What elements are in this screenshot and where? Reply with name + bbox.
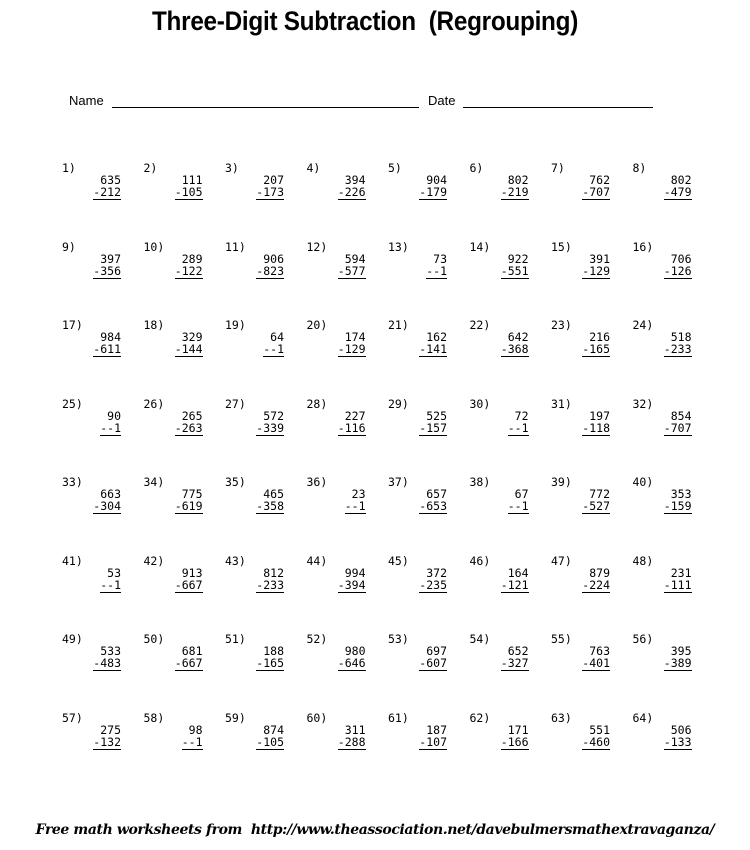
minuend: 227 — [344, 408, 366, 423]
problem-item — [225, 398, 287, 454]
date-label: Date — [428, 93, 456, 108]
problem-item — [307, 633, 369, 689]
problem-item — [551, 319, 613, 375]
problem-item — [633, 476, 695, 532]
subtrahend: --1 — [100, 577, 121, 592]
problem-item — [551, 476, 613, 532]
problem-number: 59) — [225, 710, 246, 725]
problem-item — [470, 555, 532, 611]
problem-number: 8) — [632, 161, 647, 175]
minuend: 72 — [514, 408, 529, 423]
minuend: 594 — [344, 251, 366, 266]
problem-number: 27) — [225, 396, 246, 411]
subtrahend: -358 — [256, 499, 284, 513]
subtrahend: -389 — [663, 656, 692, 670]
problem-number: 64) — [632, 710, 654, 725]
subtrahend: -219 — [500, 185, 529, 199]
minuend: 275 — [100, 722, 121, 737]
problem-item — [144, 162, 206, 218]
problem-number: 58) — [143, 710, 165, 725]
problem-number: 17) — [62, 318, 83, 332]
problem-number: 46) — [469, 553, 491, 568]
problem-item — [633, 555, 695, 611]
problem-number: 50) — [143, 632, 165, 646]
problem-number: 9) — [62, 239, 76, 254]
problem-item — [144, 633, 206, 689]
minuend: 906 — [263, 251, 284, 266]
subtrahend: -166 — [500, 734, 529, 749]
minuend: 762 — [589, 173, 610, 187]
subtrahend: -179 — [419, 185, 447, 199]
subtrahend: -607 — [419, 656, 447, 670]
problem-number: 54) — [469, 632, 491, 646]
problem-item — [470, 712, 532, 768]
problem-item — [307, 241, 369, 297]
problem-number: 60) — [306, 710, 328, 725]
problem-item — [225, 476, 287, 532]
problem-number: 24) — [632, 318, 654, 332]
problem-item — [470, 162, 532, 218]
problem-number: 51) — [225, 632, 246, 646]
problem-number: 16) — [632, 239, 654, 254]
problem-item — [633, 633, 695, 689]
problem-item — [62, 555, 124, 611]
problem-item — [551, 162, 613, 218]
subtrahend: -611 — [93, 342, 121, 356]
problem-item — [307, 319, 369, 375]
subtrahend: -129 — [582, 263, 610, 278]
problem-number: 14) — [469, 239, 491, 254]
minuend: 984 — [100, 330, 121, 344]
minuend: 391 — [589, 251, 610, 266]
problem-item — [633, 319, 695, 375]
problem-number: 6) — [469, 161, 484, 175]
problem-item — [388, 241, 450, 297]
problem-number: 43) — [225, 553, 246, 568]
minuend: 525 — [426, 408, 447, 423]
problem-number: 49) — [62, 632, 83, 646]
subtrahend: -116 — [337, 420, 366, 435]
problem-number: 22) — [469, 318, 491, 332]
minuend: 663 — [100, 487, 121, 501]
minuend: 802 — [507, 173, 529, 187]
minuend: 518 — [670, 330, 692, 344]
problem-item — [388, 712, 450, 768]
subtrahend: -823 — [256, 263, 284, 278]
problem-item — [551, 633, 613, 689]
minuend: 207 — [263, 173, 284, 187]
minuend: 289 — [181, 251, 203, 266]
name-blank[interactable] — [112, 107, 419, 108]
subtrahend: -619 — [174, 499, 203, 513]
problem-item — [470, 398, 532, 454]
minuend: 980 — [344, 644, 366, 658]
subtrahend: -105 — [256, 734, 284, 749]
subtrahend: -141 — [419, 342, 447, 356]
problem-item — [225, 633, 287, 689]
problem-number: 13) — [388, 239, 409, 254]
minuend: 904 — [426, 173, 447, 187]
problem-item — [388, 319, 450, 375]
minuend: 171 — [507, 722, 529, 737]
problem-item — [470, 633, 532, 689]
subtrahend: -327 — [500, 656, 529, 670]
problem-number: 47) — [551, 553, 572, 568]
minuend: 681 — [181, 644, 203, 658]
subtrahend: -157 — [419, 420, 447, 435]
minuend: 812 — [263, 565, 284, 580]
problem-number: 7) — [551, 161, 565, 175]
minuend: 353 — [670, 487, 692, 501]
subtrahend: -122 — [174, 263, 203, 278]
minuend: 913 — [181, 565, 203, 580]
subtrahend: -165 — [582, 342, 610, 356]
subtrahend: -368 — [500, 342, 529, 356]
problem-item — [144, 555, 206, 611]
name-date-line — [69, 93, 669, 113]
subtrahend: -653 — [419, 499, 447, 513]
minuend: 763 — [589, 644, 610, 658]
problem-number: 52) — [306, 632, 328, 646]
problem-number: 39) — [551, 475, 572, 489]
minuend: 64 — [270, 330, 284, 344]
minuend: 802 — [670, 173, 692, 187]
subtrahend: -527 — [582, 499, 610, 513]
subtrahend: -111 — [663, 577, 692, 592]
minuend: 67 — [514, 487, 529, 501]
problem-number: 15) — [551, 239, 572, 254]
minuend: 874 — [263, 722, 284, 737]
minuend: 657 — [426, 487, 447, 501]
problem-number: 62) — [469, 710, 491, 725]
footer-credit: Free math worksheets from http://www.theassociation.net/davebulmersmathextravaganza/ — [35, 822, 715, 838]
minuend: 197 — [589, 408, 610, 423]
problem-number: 28) — [306, 396, 328, 411]
subtrahend: -339 — [256, 420, 284, 435]
subtrahend: -394 — [337, 577, 366, 592]
subtrahend: --1 — [507, 420, 529, 435]
subtrahend: -129 — [337, 342, 366, 356]
subtrahend: -159 — [663, 499, 692, 513]
problem-item — [388, 476, 450, 532]
problem-number: 2) — [143, 161, 158, 175]
subtrahend: -483 — [93, 656, 121, 670]
problem-number: 4) — [306, 161, 321, 175]
problem-item — [307, 162, 369, 218]
problem-number: 30) — [469, 396, 491, 411]
problem-number: 48) — [632, 553, 654, 568]
problem-number: 40) — [632, 475, 654, 489]
problem-number: 11) — [225, 239, 246, 254]
problem-number: 44) — [306, 553, 328, 568]
problem-number: 20) — [306, 318, 328, 332]
minuend: 216 — [589, 330, 610, 344]
problem-number: 57) — [62, 710, 83, 725]
problem-item — [633, 712, 695, 768]
problem-number: 38) — [469, 475, 491, 489]
problem-item — [144, 398, 206, 454]
problem-item — [225, 319, 287, 375]
problem-number: 19) — [225, 318, 246, 332]
problem-item — [225, 712, 287, 768]
subtrahend: -551 — [500, 263, 529, 278]
minuend: 775 — [181, 487, 203, 501]
subtrahend: -288 — [337, 734, 366, 749]
minuend: 23 — [351, 487, 366, 501]
subtrahend: --1 — [263, 342, 284, 356]
minuend: 697 — [426, 644, 447, 658]
subtrahend: --1 — [100, 420, 121, 435]
minuend: 98 — [188, 722, 203, 737]
name-label: Name — [69, 93, 104, 108]
problem-item — [633, 162, 695, 218]
problem-number: 31) — [551, 396, 572, 411]
problem-item — [551, 398, 613, 454]
minuend: 922 — [507, 251, 529, 266]
subtrahend: -212 — [93, 185, 121, 199]
problem-item — [225, 555, 287, 611]
minuend: 572 — [263, 408, 284, 423]
subtrahend: -118 — [582, 420, 610, 435]
problem-item — [551, 555, 613, 611]
problem-number: 21) — [388, 318, 409, 332]
problem-item — [633, 241, 695, 297]
subtrahend: -235 — [419, 577, 447, 592]
problem-item — [225, 241, 287, 297]
minuend: 706 — [670, 251, 692, 266]
problem-item — [388, 555, 450, 611]
worksheet-title: Three-Digit Subtraction (Regrouping) — [151, 6, 579, 36]
minuend: 879 — [589, 565, 610, 580]
subtrahend: -667 — [174, 656, 203, 670]
minuend: 652 — [507, 644, 529, 658]
subtrahend: -263 — [174, 420, 203, 435]
subtrahend: --1 — [344, 499, 366, 513]
minuend: 73 — [433, 251, 447, 266]
subtrahend: -356 — [93, 263, 121, 278]
problem-item — [307, 476, 369, 532]
problem-item — [62, 398, 124, 454]
subtrahend: -707 — [663, 420, 692, 435]
subtrahend: -132 — [93, 734, 121, 749]
problem-item — [307, 398, 369, 454]
minuend: 53 — [107, 565, 121, 580]
problem-number: 23) — [551, 318, 572, 332]
minuend: 164 — [507, 565, 529, 580]
minuend: 265 — [181, 408, 203, 423]
subtrahend: -707 — [582, 185, 610, 199]
problem-number: 36) — [306, 475, 328, 489]
problem-grid — [62, 162, 722, 762]
problem-item — [388, 633, 450, 689]
problem-item — [144, 241, 206, 297]
subtrahend: -401 — [582, 656, 610, 670]
problem-number: 53) — [388, 632, 409, 646]
minuend: 772 — [589, 487, 610, 501]
problem-item — [307, 712, 369, 768]
subtrahend: -226 — [337, 185, 366, 199]
problem-number: 33) — [62, 475, 83, 489]
subtrahend: -133 — [663, 734, 692, 749]
minuend: 506 — [670, 722, 692, 737]
problem-number: 61) — [388, 710, 409, 725]
problem-item — [307, 555, 369, 611]
minuend: 395 — [670, 644, 692, 658]
subtrahend: -304 — [93, 499, 121, 513]
problem-number: 12) — [306, 239, 328, 254]
problem-item — [62, 633, 124, 689]
problem-number: 29) — [388, 396, 409, 411]
minuend: 187 — [426, 722, 447, 737]
subtrahend: -479 — [663, 185, 692, 199]
problem-item — [470, 319, 532, 375]
minuend: 533 — [100, 644, 121, 658]
problem-number: 55) — [551, 632, 572, 646]
problem-number: 1) — [62, 161, 76, 175]
minuend: 551 — [589, 722, 610, 737]
problem-number: 42) — [143, 553, 165, 568]
problem-item — [388, 398, 450, 454]
problem-number: 34) — [143, 475, 165, 489]
minuend: 635 — [100, 173, 121, 187]
problem-item — [633, 398, 695, 454]
problem-number: 56) — [632, 632, 654, 646]
subtrahend: -577 — [337, 263, 366, 278]
subtrahend: -224 — [582, 577, 610, 592]
subtrahend: -173 — [256, 185, 284, 199]
subtrahend: -121 — [500, 577, 529, 592]
problem-number: 10) — [143, 239, 165, 254]
problem-item — [62, 712, 124, 768]
subtrahend: -233 — [256, 577, 284, 592]
minuend: 394 — [344, 173, 366, 187]
problem-number: 5) — [388, 161, 402, 175]
subtrahend: -233 — [663, 342, 692, 356]
problem-item — [62, 476, 124, 532]
problem-number: 45) — [388, 553, 409, 568]
problem-item — [62, 162, 124, 218]
problem-number: 37) — [388, 475, 409, 489]
subtrahend: -460 — [582, 734, 610, 749]
subtrahend: -646 — [337, 656, 366, 670]
minuend: 111 — [181, 173, 203, 187]
minuend: 90 — [107, 408, 121, 423]
problem-number: 35) — [225, 475, 246, 489]
minuend: 329 — [181, 330, 203, 344]
subtrahend: --1 — [426, 263, 447, 278]
problem-number: 25) — [62, 396, 83, 411]
subtrahend: -126 — [663, 263, 692, 278]
minuend: 174 — [344, 330, 366, 344]
problem-item — [144, 476, 206, 532]
minuend: 372 — [426, 565, 447, 580]
minuend: 854 — [670, 408, 692, 423]
problem-item — [551, 712, 613, 768]
problem-number: 3) — [225, 161, 239, 175]
problem-item — [144, 319, 206, 375]
problem-number: 63) — [551, 710, 572, 725]
minuend: 465 — [263, 487, 284, 501]
problem-item — [551, 241, 613, 297]
problem-number: 18) — [143, 318, 165, 332]
subtrahend: -165 — [256, 656, 284, 670]
subtrahend: -667 — [174, 577, 203, 592]
minuend: 188 — [263, 644, 284, 658]
problem-item — [144, 712, 206, 768]
subtrahend: -107 — [419, 734, 447, 749]
minuend: 397 — [100, 251, 121, 266]
subtrahend: --1 — [181, 734, 203, 749]
problem-number: 26) — [143, 396, 165, 411]
minuend: 311 — [344, 722, 366, 737]
minuend: 162 — [426, 330, 447, 344]
minuend: 231 — [670, 565, 692, 580]
problem-item — [62, 319, 124, 375]
date-blank[interactable] — [463, 107, 653, 108]
problem-item — [225, 162, 287, 218]
problem-number: 32) — [632, 396, 654, 411]
subtrahend: --1 — [507, 499, 529, 513]
subtrahend: -144 — [174, 342, 203, 356]
minuend: 642 — [507, 330, 529, 344]
problem-item — [470, 476, 532, 532]
problem-item — [388, 162, 450, 218]
problem-item — [470, 241, 532, 297]
problem-number: 41) — [62, 553, 83, 568]
problem-item — [62, 241, 124, 297]
minuend: 994 — [344, 565, 366, 580]
subtrahend: -105 — [174, 185, 203, 199]
